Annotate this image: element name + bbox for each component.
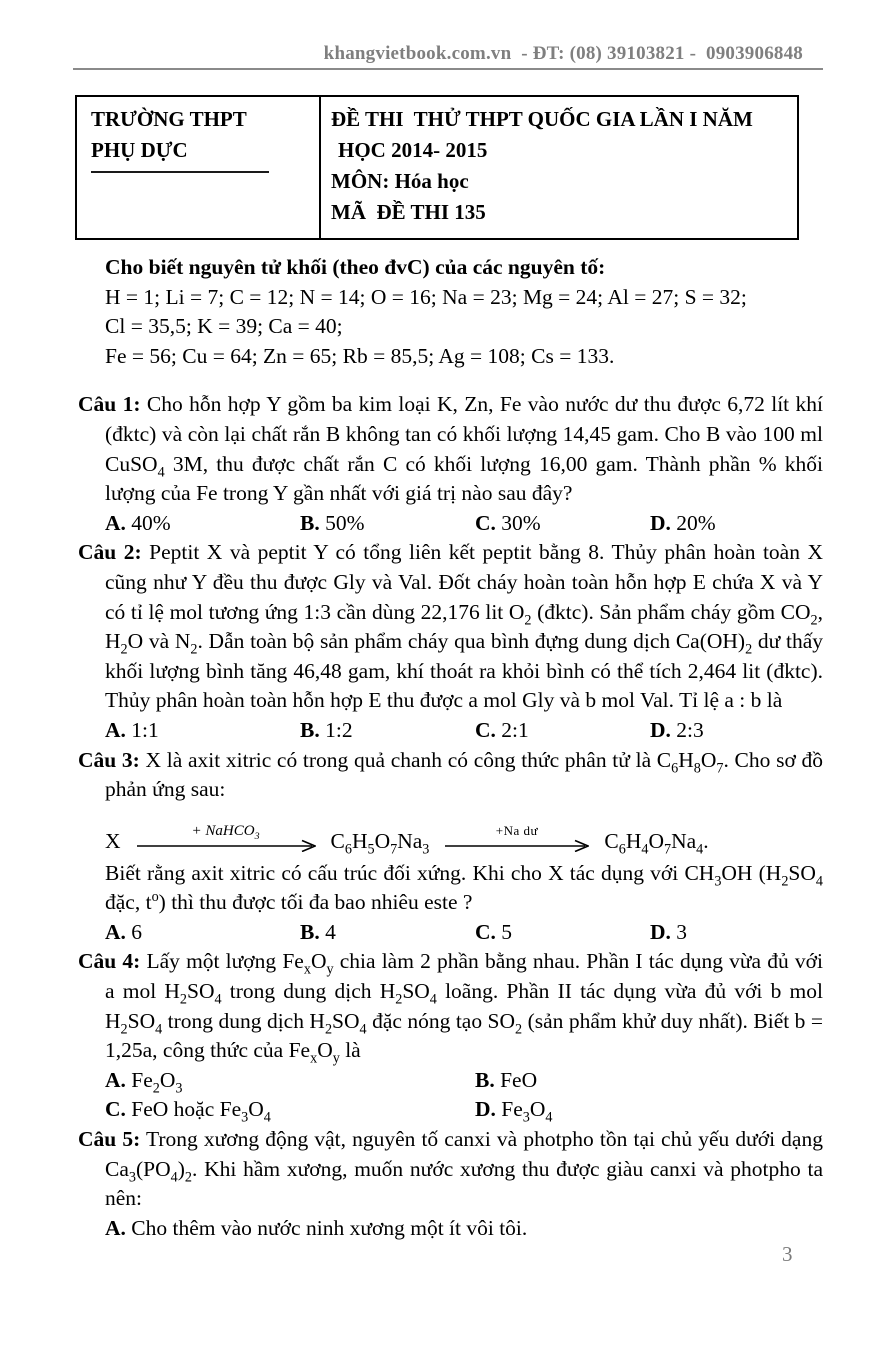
atomic-masses-line: Cl = 35,5; K = 39; Ca = 40; [105,314,343,339]
exam-title-line1: ĐỀ THI THỬ THPT QUỐC GIA LẦN I NĂM [331,107,753,131]
option-c: C. 30% [475,510,541,535]
option-b: B. FeO [475,1067,538,1092]
question-4-options-row-1 [105,1066,823,1096]
option-d: D. $Fe_3O_4$ [475,1097,553,1126]
exam-subject: MÔN: Hóa học [331,169,469,193]
question-1 [78,390,823,538]
site-header: khangvietbook.com.vn - ĐT: (08) 39103821 - 0903906848 [323,43,803,64]
question-3-options [105,918,823,948]
exam-cell [321,97,797,238]
question-4-text: Lấy một lượng $Fe_xO_y$ chia làm 2 phần bằng nhau. Phần I tác dụng vừa đủ với a mol $H_2SO_4$ trong dung dịch $H_2SO_4$ loãng. Phần II tác dụng vừa đủ với b mol $H_2SO_4$ trong dung dịch $H_2SO_4$ đặc nóng tạo $SO_2$ (sản phẩm khử duy nhất). Biết b = 1,25a, công thức của $Fe_xO_y$ là [105,949,823,1067]
question-1-label: Câu 1: [78,392,141,417]
atomic-masses-line: H = 1; Li = 7; C = 12; N = 14; O = 16; Na = 23; Mg = 24; Al = 27; S = 32; [105,284,747,309]
school-underline [91,171,269,173]
question-3 [78,746,823,948]
option-b: B. 50% [300,510,365,535]
question-3-text: X là axit xitric có trong quả chanh có công thức phân tử là $C_6H_8O_7$. Cho sơ đồ phản ứng sau: [105,747,823,802]
header-divider [73,68,823,70]
option-b: B. 1:2 [300,717,353,742]
question-2-text: Peptit X và peptit Y có tổng liên kết peptit bằng 8. Thủy phân hoàn toàn X cũng như Y đều thu được Gly và Val. Đốt cháy hoàn toàn hỗn hợp E chứa X và Y có tỉ lệ mol tương ứng 1:3 cần dùng 22,176 lit $O_2$ (đktc). Sản phẩm cháy gồm $CO_2$, $H_2O$ và $N_2$. Dẫn toàn bộ sản phẩm cháy qua bình đựng dung dịch $Ca(OH)_2$ dư thấy khối lượng bình tăng 46,48 gam, khí thoát ra khỏi bình có thể tích 2,464 lit (đktc). Thủy phân hoàn toàn hỗn hợp E thu được a mol Gly và b mol Val. Tỉ lệ a : b là [105,540,824,713]
school-cell [77,97,321,238]
right-arrow-icon [444,839,589,852]
question-4-label: Câu 4: [78,949,141,974]
intermediate-product: $C_6H_5O_7Na_3$ [330,829,430,858]
option-b: B. 4 [300,919,336,944]
question-1-text: Cho hỗn hợp Y gồm ba kim loại K, Zn, Fe vào nước dư thu được 6,72 lít khí (đktc) và còn lại chất rắn B không tan có khối lượng 14,45 gam. Cho B vào 100 ml CuSO$_4$ 3M, thu được chất rắn C có khối lượng 16,00 gam. Thành phần % khối lượng của Fe trong Y gần nhất với giá trị nào sau đây? [105,392,824,506]
option-a: A. 6 [105,919,143,944]
option-a: A. Cho thêm vào nước ninh xương một ít vôi tôi. [105,1215,528,1240]
question-5-label: Câu 5: [78,1127,141,1152]
option-a: A. 40% [105,510,171,535]
reaction-arrow-2 [444,823,589,852]
option-d: D. 20% [650,510,716,535]
question-5-options [105,1214,823,1244]
option-a: A. $Fe_2O_3$ [105,1067,183,1097]
option-c: C. FeO hoặc $Fe_3O_4$ [105,1097,271,1126]
page-number: 3 [782,1242,793,1266]
question-3-continuation: Biết rằng axit xitric có cấu trúc đối xứng. Khi cho X tác dụng với $CH_3OH$ ($H_2SO_4$ đặc, $t^o$) thì thu được tối đa bao nhiêu este ? [105,860,823,915]
option-d: D. 2:3 [650,717,704,742]
right-arrow-icon [136,839,316,852]
arrow-2-label: +Na dư [495,822,539,838]
exam-info-table [75,95,799,240]
reaction-scheme [105,813,823,857]
question-4 [78,947,823,1125]
final-product: $C_6H_4O_7Na_4$. [604,829,709,858]
school-name-line1: TRƯỜNG THPT [91,107,247,131]
question-5-text: Trong xương động vật, nguyên tố canxi và photpho tồn tại chủ yếu dưới dạng $Ca_3(PO_4)_2$. Khi hầm xương, muốn nước xương thu được giàu canxi và photpho ta nên: [105,1127,823,1211]
school-name-line2: PHỤ DỰC [91,138,188,162]
question-2 [78,538,823,745]
option-c: C. 2:1 [475,717,529,742]
question-5 [78,1125,823,1243]
atomic-masses-line: Fe = 56; Cu = 64; Zn = 65; Rb = 85,5; Ag = 108; Cs = 133. [105,343,615,368]
option-d: D. 3 [650,919,688,944]
question-2-label: Câu 2: [78,540,142,565]
question-2-options [105,716,823,746]
option-a: A. 1:1 [105,717,159,742]
exam-title-line2: HỌC 2014- 2015 [338,138,488,162]
reactant: X [105,829,121,854]
exam-code: MÃ ĐỀ THI 135 [331,200,486,224]
question-4-options-row-2 [105,1095,823,1125]
reaction-arrow-1 [136,823,316,852]
option-c: C. 5 [475,919,513,944]
question-1-options [105,509,823,539]
atomic-masses-intro: Cho biết nguyên tử khối (theo đvC) của các nguyên tố: [105,255,606,279]
atomic-masses-block [105,253,823,371]
question-3-label: Câu 3: [78,747,140,772]
arrow-1-label: + NaHCO$_3$ [191,822,260,842]
exam-content [73,253,823,1243]
